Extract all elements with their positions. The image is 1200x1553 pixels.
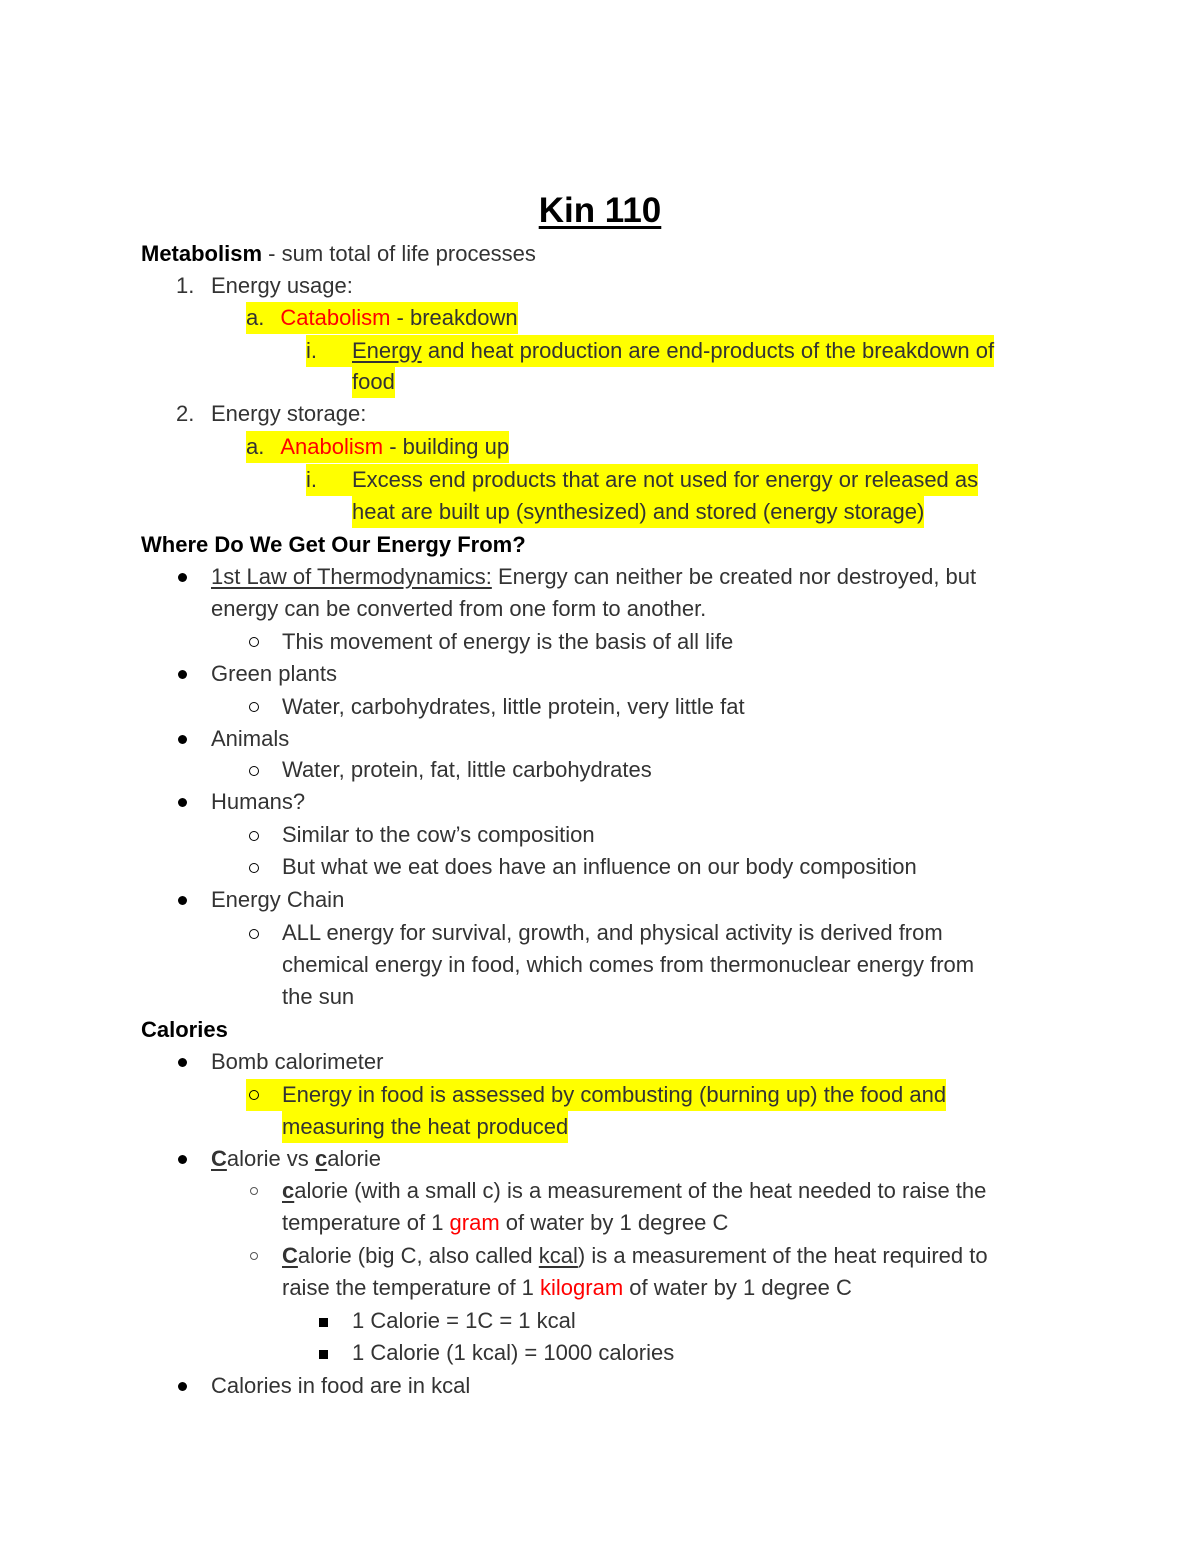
square-bullet-icon [319, 1350, 328, 1359]
list-letter-a-2: a. [246, 434, 265, 459]
hollow-bullet-icon [249, 766, 259, 776]
anabolism-item [246, 431, 509, 463]
small-hollow-bullet-icon [250, 1252, 258, 1260]
list-roman-i: i. [306, 335, 352, 367]
energy-storage-label: Energy storage: [211, 401, 367, 426]
kcal-underlined: kcal [538, 1243, 578, 1268]
small-calorie-line2 [282, 1207, 728, 1239]
page-title: Kin 110 [538, 191, 662, 230]
humans-sub2: But what we eat does have an influence on our body composition [282, 854, 917, 879]
small-calorie-pre: temperature of 1 [282, 1210, 450, 1235]
calorie-equation-2: 1 Calorie (1 kcal) = 1000 calories [352, 1340, 675, 1365]
list-number-2: 2. [176, 401, 195, 426]
kilogram-unit: kilogram [540, 1275, 624, 1300]
calorie-vs-end: alorie [327, 1146, 381, 1171]
catabolism-term: Catabolism [280, 305, 391, 330]
humans: Humans? [211, 789, 306, 814]
small-calorie-text: alorie (with a small c) is a measurement of the heat needed to raise the [294, 1178, 987, 1203]
square-bullet-icon [319, 1318, 328, 1327]
bullet-icon [178, 1058, 187, 1067]
energy-chain-line2: chemical energy in food, which comes from thermonuclear energy from [282, 952, 975, 977]
energy-underlined: Energy [352, 338, 422, 363]
bullet-icon [178, 1382, 187, 1391]
small-hollow-bullet-icon [250, 1187, 258, 1195]
bullet-icon [178, 573, 187, 582]
animals: Animals [211, 726, 290, 751]
hollow-bullet-icon [249, 929, 259, 939]
big-c-letter: C [211, 1146, 227, 1171]
calorie-equation-1: 1 Calorie = 1C = 1 kcal [352, 1308, 576, 1333]
energy-chain-line3: the sun [282, 984, 355, 1009]
anabolism-detail-line1: Excess end products that are not used for energy or released as [352, 464, 978, 496]
energy-source-heading: Where Do We Get Our Energy From? [141, 532, 526, 557]
green-plants-sub: Water, carbohydrates, little protein, very little fat [282, 694, 745, 719]
metabolism-definition [141, 238, 536, 270]
hollow-bullet-icon [249, 863, 259, 873]
bomb-line2: measuring the heat produced [282, 1111, 568, 1143]
gram-unit: gram [449, 1210, 500, 1235]
anabolism-rest: - building up [383, 434, 510, 459]
anabolism-detail-line2: heat are built up (synthesized) and stored (energy storage) [352, 496, 924, 528]
thermodynamics-line2: energy can be converted from one form to another. [211, 596, 707, 621]
hollow-bullet-icon [249, 637, 259, 647]
catabolism-item [246, 302, 518, 334]
calories-in-food: Calories in food are in kcal [211, 1373, 471, 1398]
hollow-bullet-icon [249, 1090, 259, 1100]
calories-heading: Calories [141, 1017, 228, 1042]
big-calorie-line2 [282, 1272, 852, 1304]
list-number-1: 1. [176, 273, 195, 298]
metabolism-heading: Metabolism [141, 241, 263, 266]
energy-chain: Energy Chain [211, 887, 345, 912]
catabolism-detail-line2: food [352, 366, 395, 398]
bullet-icon [178, 670, 187, 679]
list-roman-i-2: i. [306, 464, 352, 496]
hollow-bullet-icon [249, 702, 259, 712]
catabolism-detail-line1 [352, 335, 994, 367]
big-calorie-line2-post: of water by 1 degree C [623, 1275, 852, 1300]
small-calorie-line1 [282, 1175, 986, 1207]
thermodynamics-law: 1st Law of Thermodynamics: [211, 564, 492, 589]
bullet-icon [178, 1155, 187, 1164]
catabolism-detail-text: and heat production are end-products of the breakdown of [421, 338, 995, 363]
big-calorie-c: C [282, 1243, 298, 1268]
humans-sub1: Similar to the cow’s composition [282, 822, 595, 847]
anabolism-term: Anabolism [280, 434, 384, 459]
list-letter-a: a. [246, 305, 265, 330]
big-calorie-line2-pre: raise the temperature of 1 [282, 1275, 541, 1300]
small-c-letter: c [314, 1146, 328, 1171]
big-calorie-post: ) is a measurement of the heat required to [577, 1243, 988, 1268]
thermodynamics-line1 [211, 561, 976, 593]
catabolism-rest: - breakdown [390, 305, 518, 330]
hollow-bullet-icon [249, 831, 259, 841]
energy-usage-label: Energy usage: [211, 273, 353, 298]
metabolism-definition-text: - sum total of life processes [262, 241, 536, 266]
bullet-icon [178, 735, 187, 744]
animals-sub: Water, protein, fat, little carbohydrates [282, 757, 652, 782]
thermodynamics-text: Energy can neither be created nor destroyed, but [491, 564, 977, 589]
bomb-calorimeter: Bomb calorimeter [211, 1049, 384, 1074]
big-calorie-pre: alorie (big C, also called [297, 1243, 539, 1268]
thermodynamics-sub: This movement of energy is the basis of all life [282, 629, 734, 654]
bullet-icon [178, 896, 187, 905]
bullet-icon [178, 798, 187, 807]
bomb-line1: Energy in food is assessed by combusting (burning up) the food and [282, 1079, 946, 1111]
small-calorie-post: of water by 1 degree C [499, 1210, 729, 1235]
calorie-vs-text: alorie vs [226, 1146, 315, 1171]
big-calorie-line1 [282, 1240, 988, 1272]
green-plants: Green plants [211, 661, 337, 686]
calorie-vs-calorie [211, 1143, 381, 1175]
small-calorie-c: c [282, 1178, 295, 1203]
energy-chain-line1: ALL energy for survival, growth, and physical activity is derived from [282, 920, 943, 945]
